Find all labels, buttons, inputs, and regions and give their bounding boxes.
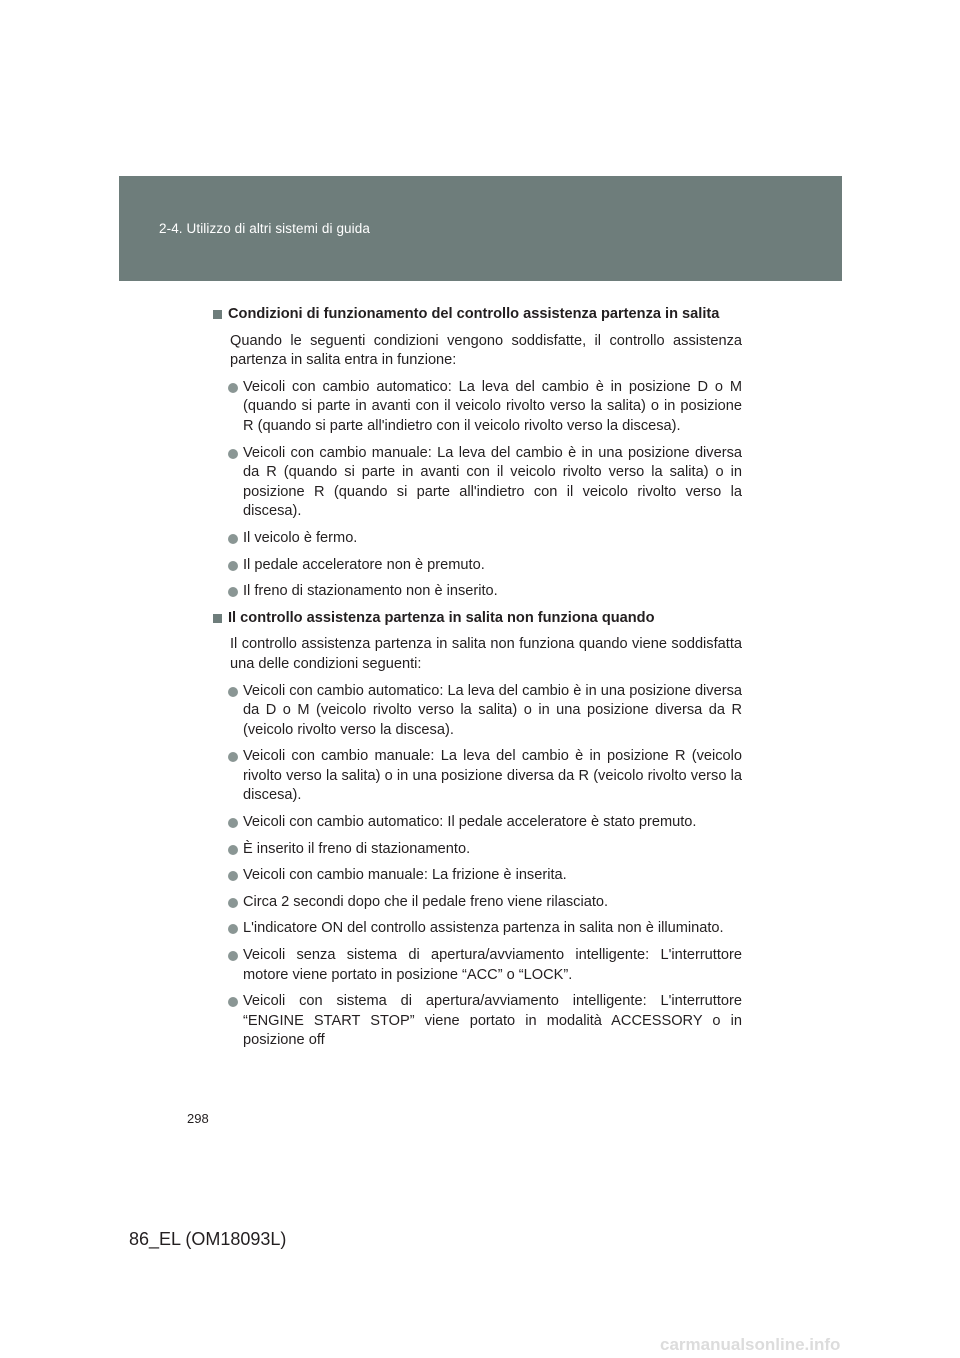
- list-item-text: Veicoli con cambio manuale: La leva del cambio è in posizione R (veicolo rivolto verso la salita) o in una posizione diversa da R (veicolo rivolto verso la discesa).: [243, 748, 742, 804]
- circle-bullet-icon: [228, 449, 238, 459]
- circle-bullet-icon: [228, 818, 238, 828]
- list-item-text: Veicoli con cambio automatico: La leva del cambio è in posizione D o M (quando si parte in avanti con il veicolo rivolto verso la salita) o in posizione R (quando si parte all'indietro con il veicolo rivolto verso la discesa).: [243, 378, 742, 434]
- section-title: 2-4. Utilizzo di altri sistemi di guida: [159, 221, 370, 236]
- circle-bullet-icon: [228, 924, 238, 934]
- circle-bullet-icon: [228, 534, 238, 544]
- list-item: [212, 840, 742, 860]
- list-item-text: Il pedale acceleratore non è premuto.: [243, 556, 485, 573]
- list-item-text: Veicoli senza sistema di apertura/avviamento intelligente: L'interruttore motore viene portato in posizione “ACC” o “LOCK”.: [243, 947, 742, 983]
- circle-bullet-icon: [228, 687, 238, 697]
- list-item-text: Veicoli con cambio manuale: La frizione è inserita.: [243, 867, 567, 884]
- list-item: [212, 893, 742, 913]
- list-item-text: Il veicolo è fermo.: [243, 529, 358, 546]
- section-intro: Il controllo assistenza partenza in salita non funziona quando viene soddisfatta una delle condizioni seguenti:: [230, 636, 742, 672]
- section-heading-text: Condizioni di funzionamento del controllo assistenza partenza in salita: [228, 306, 720, 322]
- section-heading: [212, 609, 742, 629]
- circle-bullet-icon: [228, 951, 238, 961]
- section-heading: [212, 305, 742, 325]
- page-number: 298: [187, 1111, 209, 1126]
- list-item: [212, 747, 742, 806]
- list-item: [212, 682, 742, 741]
- list-item: [212, 992, 742, 1051]
- list-item: [212, 582, 742, 602]
- circle-bullet-icon: [228, 898, 238, 908]
- list-item-text: Il freno di stazionamento non è inserito.: [243, 583, 498, 600]
- circle-bullet-icon: [228, 871, 238, 881]
- page-content: [212, 305, 742, 1058]
- list-item-text: L'indicatore ON del controllo assistenza partenza in salita non è illuminato.: [243, 920, 724, 937]
- circle-bullet-icon: [228, 845, 238, 855]
- section-heading-text: Il controllo assistenza partenza in salita non funziona quando: [228, 609, 655, 626]
- list-item-text: Veicoli con cambio manuale: La leva del cambio è in una posizione diversa da R (quando si parte in avanti con il veicolo rivolto verso la salita) o in posizione R (quando si parte all'indietro con il veicolo rivolto verso la discesa).: [243, 444, 742, 520]
- circle-bullet-icon: [228, 997, 238, 1007]
- section-header-bar: [119, 176, 842, 281]
- circle-bullet-icon: [228, 561, 238, 571]
- circle-bullet-icon: [228, 752, 238, 762]
- circle-bullet-icon: [228, 587, 238, 597]
- list-item: [212, 444, 742, 522]
- list-item-text: Veicoli con sistema di apertura/avviamento intelligente: L'interruttore “ENGINE START STOP” viene portato in modalità ACCESSORY o in posizione off: [243, 993, 742, 1049]
- section-intro: Quando le seguenti condizioni vengono soddisfatte, il controllo assistenza partenza in salita entra in funzione:: [230, 332, 742, 369]
- watermark: carmanualsonline.info: [660, 1335, 841, 1354]
- list-item-text: Veicoli con cambio automatico: Il pedale acceleratore è stato premuto.: [243, 814, 697, 831]
- list-item: [212, 946, 742, 985]
- list-item: [212, 529, 742, 549]
- list-item: [212, 813, 742, 833]
- circle-bullet-icon: [228, 383, 238, 393]
- square-bullet-icon: [213, 310, 222, 319]
- document-code: 86_EL (OM18093L): [129, 1229, 287, 1249]
- list-item-text: È inserito il freno di stazionamento.: [243, 840, 471, 857]
- list-item: [212, 866, 742, 886]
- list-item: [212, 378, 742, 437]
- list-item: [212, 556, 742, 576]
- list-item: [212, 919, 742, 939]
- square-bullet-icon: [213, 614, 222, 623]
- list-item-text: Circa 2 secondi dopo che il pedale freno viene rilasciato.: [243, 893, 609, 910]
- list-item-text: Veicoli con cambio automatico: La leva del cambio è in una posizione diversa da D o M (veicolo rivolto verso la salita) o in una posizione diversa da R (veicolo rivolto verso la discesa).: [243, 682, 742, 738]
